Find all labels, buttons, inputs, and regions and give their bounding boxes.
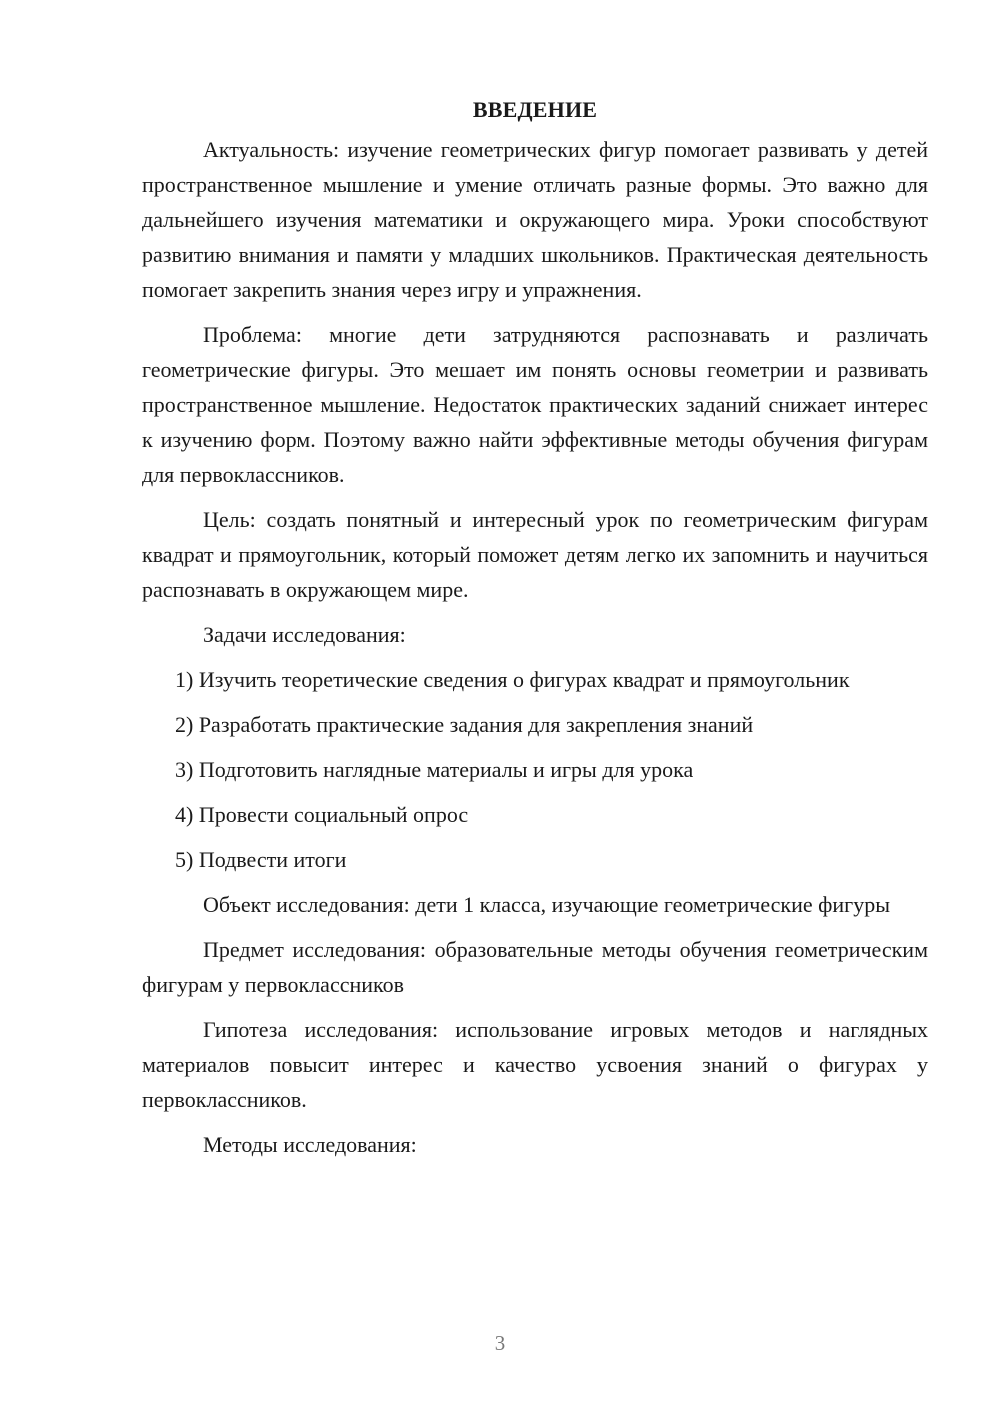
relevance-paragraph: Актуальность: изучение геометрических фигур помогает развивать у детей пространственное мышление и умение отличать разные формы. Это важно для дальнейшего изучения математики и окружающего мира. Уроки способствуют развитию внимания и памяти у младших школьников. Практическая деятельность помогает закрепить знания через игру и упражнения. — [142, 137, 928, 302]
page-number: 3 — [494, 1331, 506, 1355]
document-page — [142, 88, 928, 1172]
task-item-5: 5) Подвести итоги — [175, 847, 347, 872]
subject-paragraph: Предмет исследования: образовательные методы обучения геометрическим фигурам у первоклассников — [142, 937, 928, 997]
goal-paragraph: Цель: создать понятный и интересный урок по геометрическим фигурам квадрат и прямоугольник, который поможет детям легко их запомнить и научиться распознавать в окружающем мире. — [142, 507, 928, 602]
hypothesis-paragraph: Гипотеза исследования: использование игровых методов и наглядных материалов повысит интерес и качество усвоения знаний о фигурах у первоклассников. — [142, 1017, 928, 1112]
methods-heading: Методы исследования: — [203, 1132, 417, 1157]
tasks-heading: Задачи исследования: — [203, 622, 406, 647]
task-item-4: 4) Провести социальный опрос — [175, 802, 469, 827]
object-paragraph: Объект исследования: дети 1 класса, изучающие геометрические фигуры — [203, 892, 890, 917]
task-item-1: 1) Изучить теоретические сведения о фигурах квадрат и прямоугольник — [175, 667, 850, 692]
page-title: ВВЕДЕНИЕ — [472, 97, 598, 122]
task-item-3: 3) Подготовить наглядные материалы и игры для урока — [175, 757, 694, 782]
problem-paragraph: Проблема: многие дети затрудняются распознавать и различать геометрические фигуры. Это мешает им понять основы геометрии и развивать пространственное мышление. Недостаток практических заданий снижает интерес к изучению форм. Поэтому важно найти эффективные методы обучения фигурам для первоклассников. — [142, 322, 928, 487]
task-item-2: 2) Разработать практические задания для закрепления знаний — [175, 712, 754, 737]
